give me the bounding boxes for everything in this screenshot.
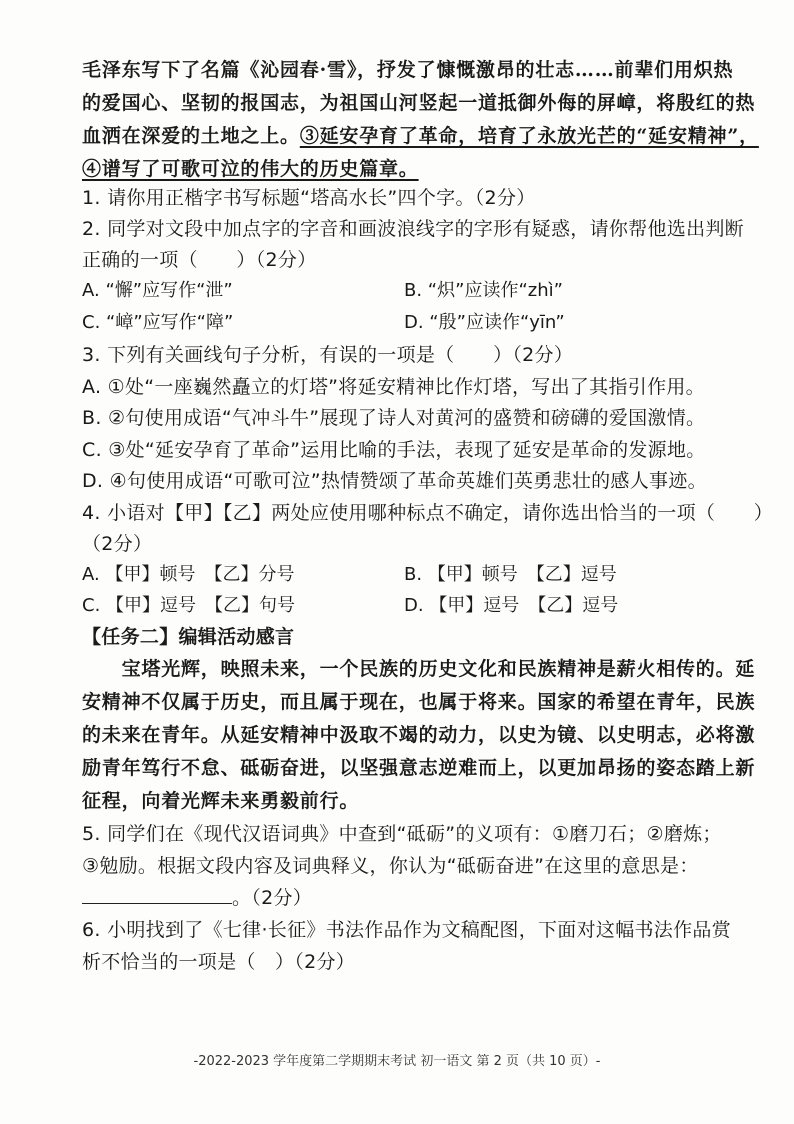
- question-4-option-c: C. 【甲】逗号 【乙】句号: [82, 595, 296, 616]
- question-4-stem-2: （2分）: [82, 533, 153, 555]
- question-5-points: 。（2分）: [232, 887, 313, 909]
- passage-line-1: 毛泽东写下了名篇《沁园春·雪》，抒发了慷慨激昂的壮志……前辈们用炽热: [82, 59, 734, 81]
- underlined-sentence-4: ④谱写了可歌可泣的伟大的历史篇章。: [82, 158, 419, 180]
- question-2-option-a: A. “懈”应写作“泄”: [82, 280, 233, 301]
- passage-line-2: 的爱国心、坚韧的报国志，为祖国山河竖起一道抵御外侮的屏嶂，将殷红的热: [82, 92, 756, 114]
- question-2-stem-2: 正确的一项（ ）（2分）: [82, 249, 317, 271]
- question-4-option-b: B. 【甲】顿号 【乙】逗号: [404, 564, 617, 585]
- question-3-option-b: B. ②句使用成语“气冲斗牛”展现了诗人对黄河的盛赞和磅礴的爱国激情。: [82, 407, 706, 429]
- question-5-stem-1: 5. 同学们在《现代汉语词典》中查到“砥砺”的义项有：①磨刀石；②磨炼；: [82, 823, 722, 845]
- question-2-option-c: C. “嶂”应写作“障”: [82, 312, 234, 333]
- task-2-line-5: 征程，向着光辉未来勇毅前行。: [82, 790, 360, 812]
- question-4-option-d: D. 【甲】逗号 【乙】逗号: [404, 595, 619, 616]
- question-3-option-a: A. ①处“一座巍然矗立的灯塔”将延安精神比作灯塔，写出了其指引作用。: [82, 376, 705, 398]
- passage-line-4: [82, 155, 742, 183]
- task-2-heading: 【任务二】编辑活动感言: [82, 626, 295, 648]
- passage-line-3a: 血洒在深爱的土地之上。: [82, 125, 300, 147]
- page-footer: -2022-2023 学年度第二学期期末考试 初一语文 第 2 页（共 10 页）-: [193, 1054, 601, 1069]
- passage-line-3: [82, 122, 759, 150]
- task-2-line-4: 励青年笃行不怠、砥砺奋进，以坚强意志逆难而上，以更加昂扬的姿态踏上新: [82, 757, 756, 779]
- task-2-line-3: 的未来在青年。从延安精神中汲取不竭的动力，以史为镜、以史明志，必将激: [82, 724, 756, 746]
- question-2-option-b: B. “炽”应读作“zhì”: [404, 280, 563, 301]
- question-5-answer-line: [82, 884, 742, 912]
- question-6-stem-1: 6. 小明找到了《七律·长征》书法作品作为文稿配图，下面对这幅书法作品赏: [82, 919, 732, 941]
- question-4-option-a: A. 【甲】顿号 【乙】分号: [82, 564, 295, 585]
- question-4-stem-1: 4. 小语对【甲】【乙】两处应使用哪种标点不确定，请你选出恰当的一项（ ）: [82, 502, 774, 524]
- question-5-stem-2: ③勉励。根据文段内容及词典释义，你认为“砥砺奋进”在这里的意思是：: [82, 855, 699, 877]
- question-3-stem: 3. 下列有关画线句子分析，有误的一项是（ ）（2分）: [82, 344, 574, 366]
- question-2-option-d: D. “殷”应读作“yīn”: [404, 312, 565, 333]
- question-1: 1. 请你用正楷字书写标题“塔高水长”四个字。（2分）: [82, 187, 536, 209]
- answer-blank[interactable]: [82, 885, 232, 904]
- question-2-stem-1: 2. 同学对文段中加点字的字音和画波浪线字的字形有疑惑，请你帮他选出判断: [82, 218, 744, 240]
- question-6-stem-2: 析不恰当的一项是（ ）（2分）: [82, 951, 356, 973]
- task-2-line-2: 安精神不仅属于历史，而且属于现在，也属于将来。国家的希望在青年，民族: [82, 691, 756, 713]
- question-3-option-c: C. ③处“延安孕育了革命”运用比喻的手法，表现了延安是革命的发源地。: [82, 439, 706, 461]
- question-3-option-d: D. ④句使用成语“可歌可泣”热情赞颂了革命英雄们英勇悲壮的感人事迹。: [82, 470, 707, 492]
- task-2-line-1: 宝塔光辉，映照未来，一个民族的历史文化和民族精神是薪火相传的。延: [82, 658, 756, 680]
- underlined-sentence-3: ③延安孕育了革命，培育了永放光芒的“延安精神”，: [299, 125, 759, 147]
